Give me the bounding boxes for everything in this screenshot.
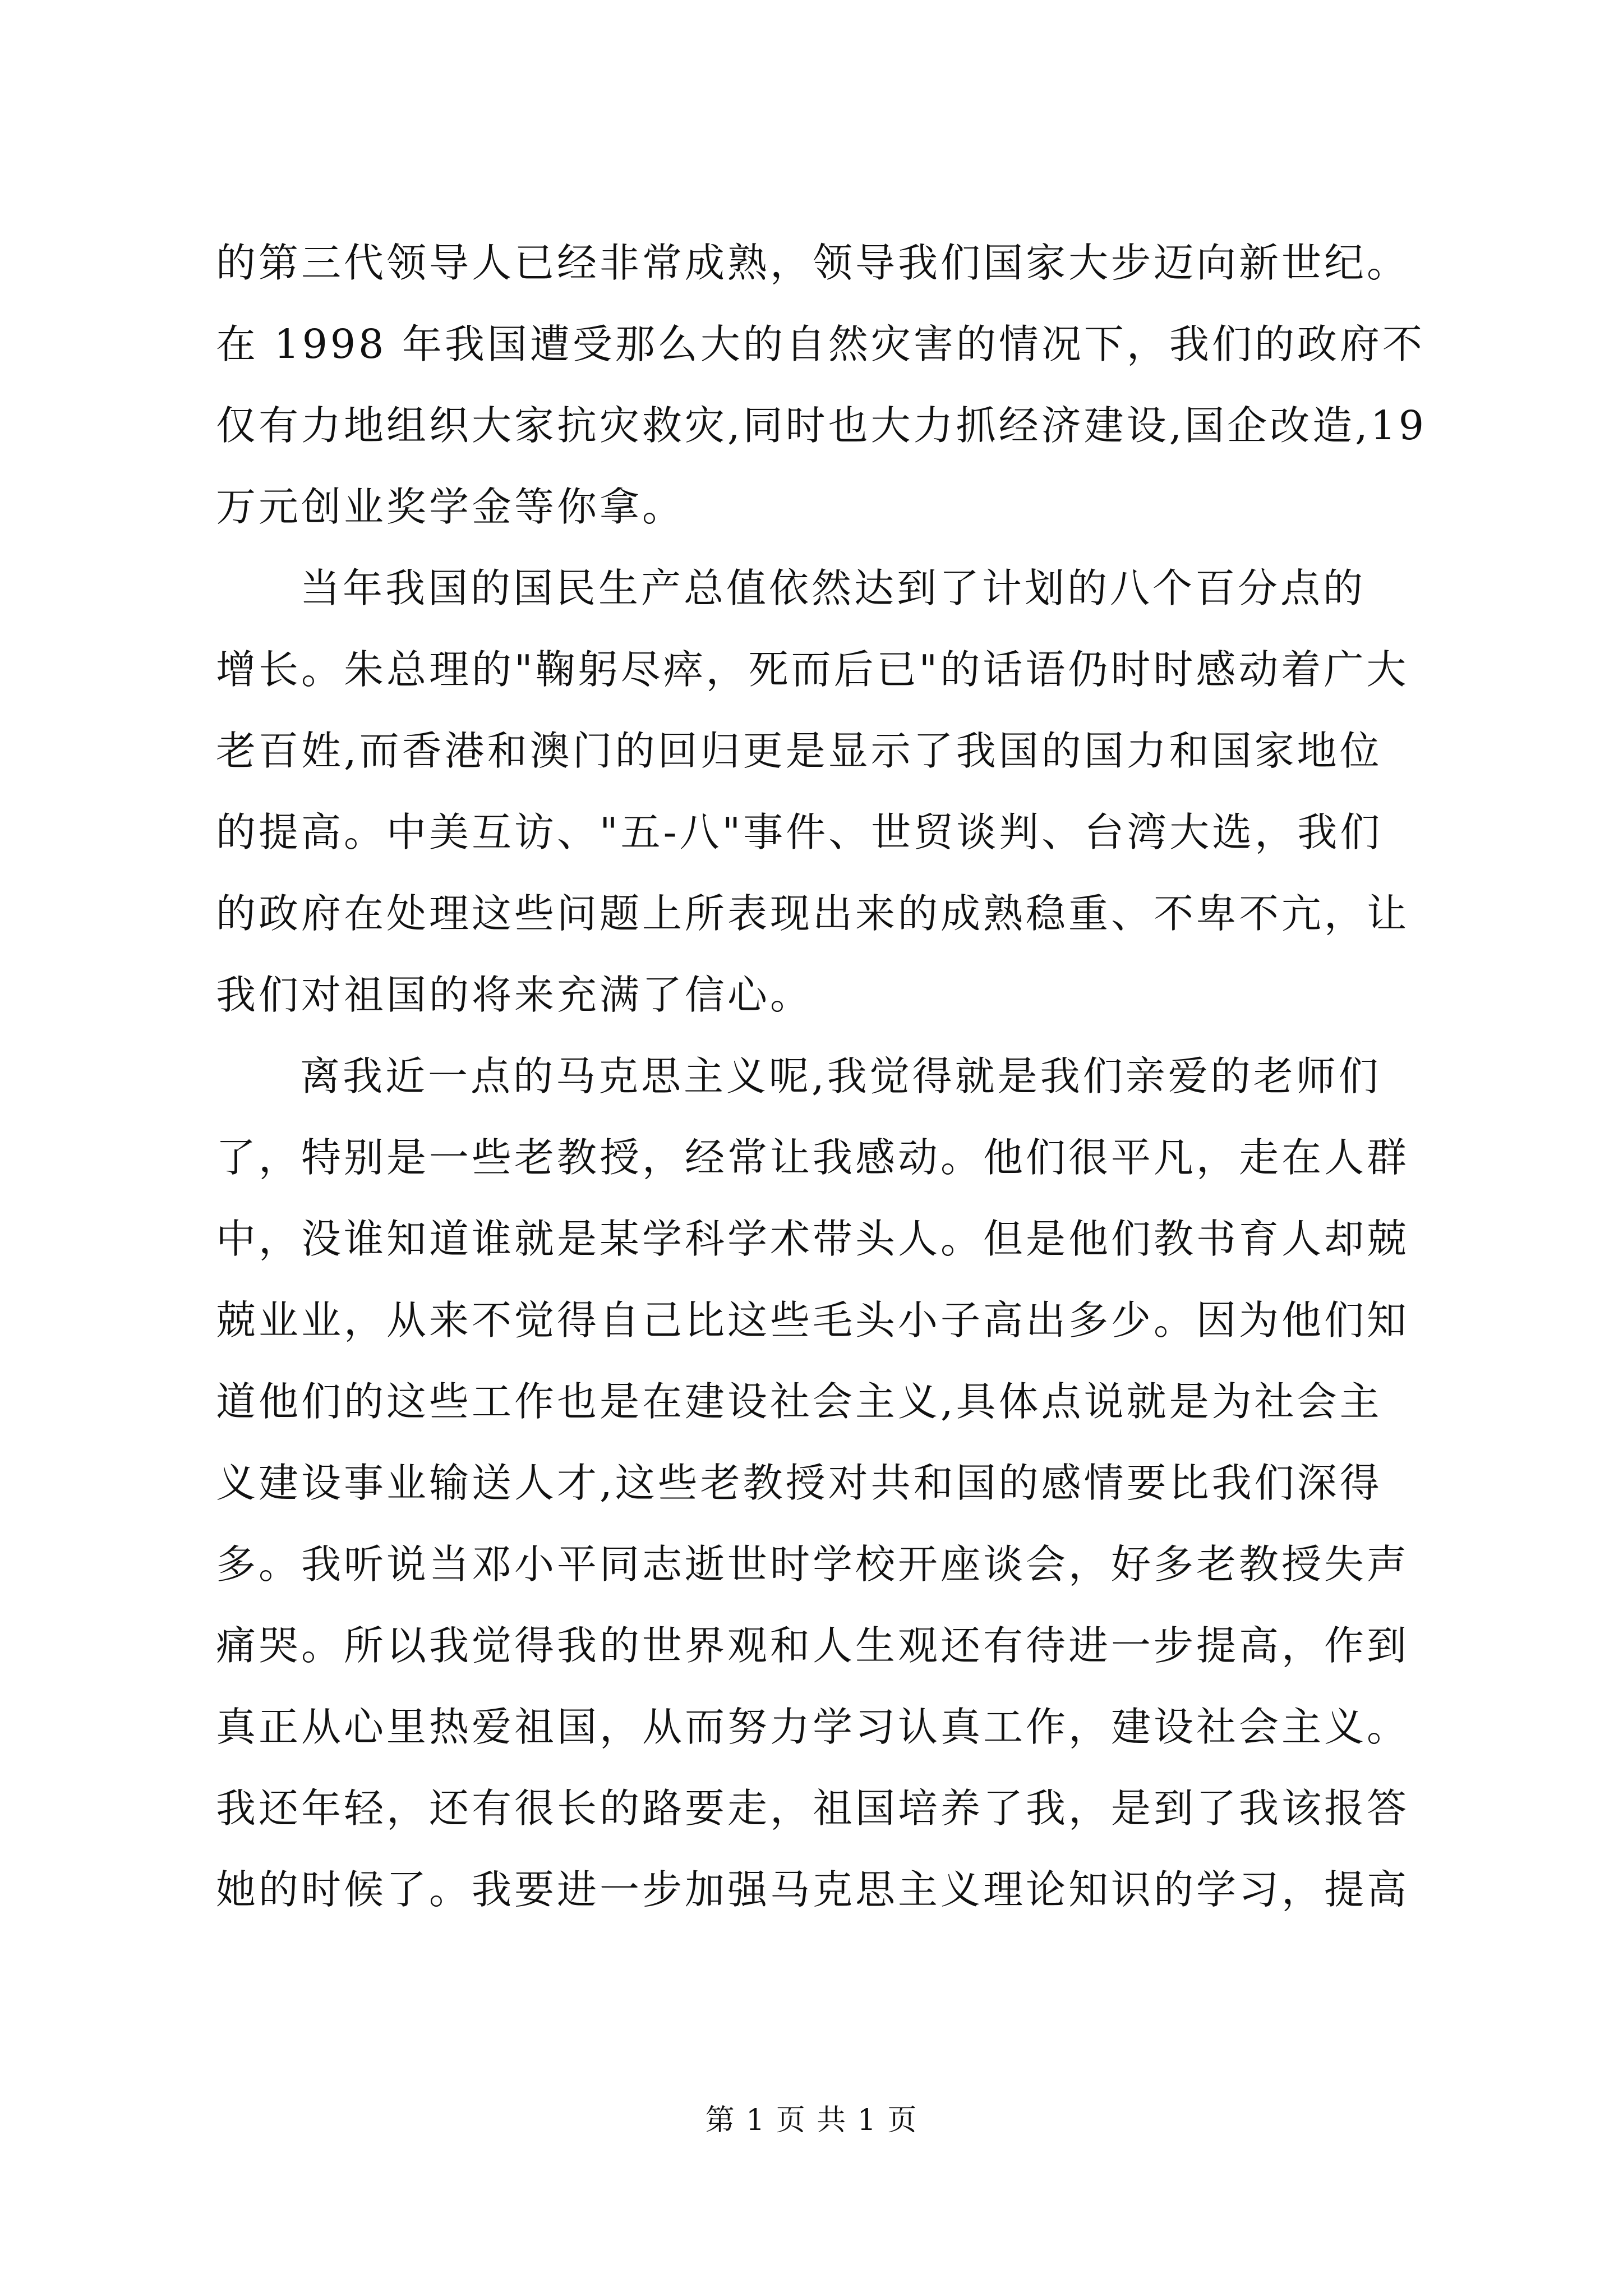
text-line: 在 1998 年我国遭受那么大的自然灾害的情况下，我们的政府不 <box>216 321 1425 367</box>
text-line: 的第三代领导人已经非常成熟，领导我们国家大步迈向新世纪。 <box>216 240 1410 286</box>
text-line: 的政府在处理这些问题上所表现出来的成熟稳重、不卑不亢，让 <box>216 890 1410 937</box>
text-line: 痛哭。所以我觉得我的世界观和人生观还有待进一步提高，作到 <box>216 1622 1410 1669</box>
text-line: 我还年轻，还有很长的路要走，祖国培养了我，是到了我该报答 <box>216 1785 1410 1832</box>
text-line: 真正从心里热爱祖国，从而努力学习认真工作，建设社会主义。 <box>216 1704 1410 1750</box>
text-line: 万元创业奖学金等你拿。 <box>216 484 685 530</box>
text-line: 老百姓,而香港和澳门的回归更是显示了我国的国力和国家地位 <box>216 728 1382 774</box>
page-footer: 第 1 页 共 1 页 <box>705 2104 918 2137</box>
text-line: 多。我听说当邓小平同志逝世时学校开座谈会，好多老教授失声 <box>216 1541 1410 1588</box>
text-line: 她的时候了。我要进一步加强马克思主义理论知识的学习，提高 <box>216 1866 1410 1913</box>
paragraph-first-line: 当年我国的国民生产总值依然达到了计划的八个百分点的 <box>300 565 1366 611</box>
text-line: 了，特别是一些老教授，经常让我感动。他们很平凡，走在人群 <box>216 1134 1410 1181</box>
text-line: 义建设事业输送人才,这些老教授对共和国的感情要比我们深得 <box>216 1460 1382 1506</box>
paragraph-first-line: 离我近一点的马克思主义呢,我觉得就是我们亲爱的老师们 <box>300 1053 1381 1099</box>
text-line: 中，没谁知道谁就是某学科学术带头人。但是他们教书育人却兢 <box>216 1216 1410 1262</box>
text-line: 道他们的这些工作也是在建设社会主义,具体点说就是为社会主 <box>216 1378 1382 1425</box>
text-line: 我们对祖国的将来充满了信心。 <box>216 972 813 1018</box>
text-line: 增长。朱总理的"鞠躬尽瘁，死而后已"的话语仍时时感动着广大 <box>216 646 1409 693</box>
text-line: 兢业业，从来不觉得自己比这些毛头小子高出多少。因为他们知 <box>216 1297 1410 1343</box>
body-text <box>216 222 1427 1930</box>
text-line: 仅有力地组织大家抗灾救灾,同时也大力抓经济建设,国企改造,19 <box>216 402 1427 449</box>
text-line: 的提高。中美互访、"五-八"事件、世贸谈判、台湾大选，我们 <box>216 809 1383 855</box>
